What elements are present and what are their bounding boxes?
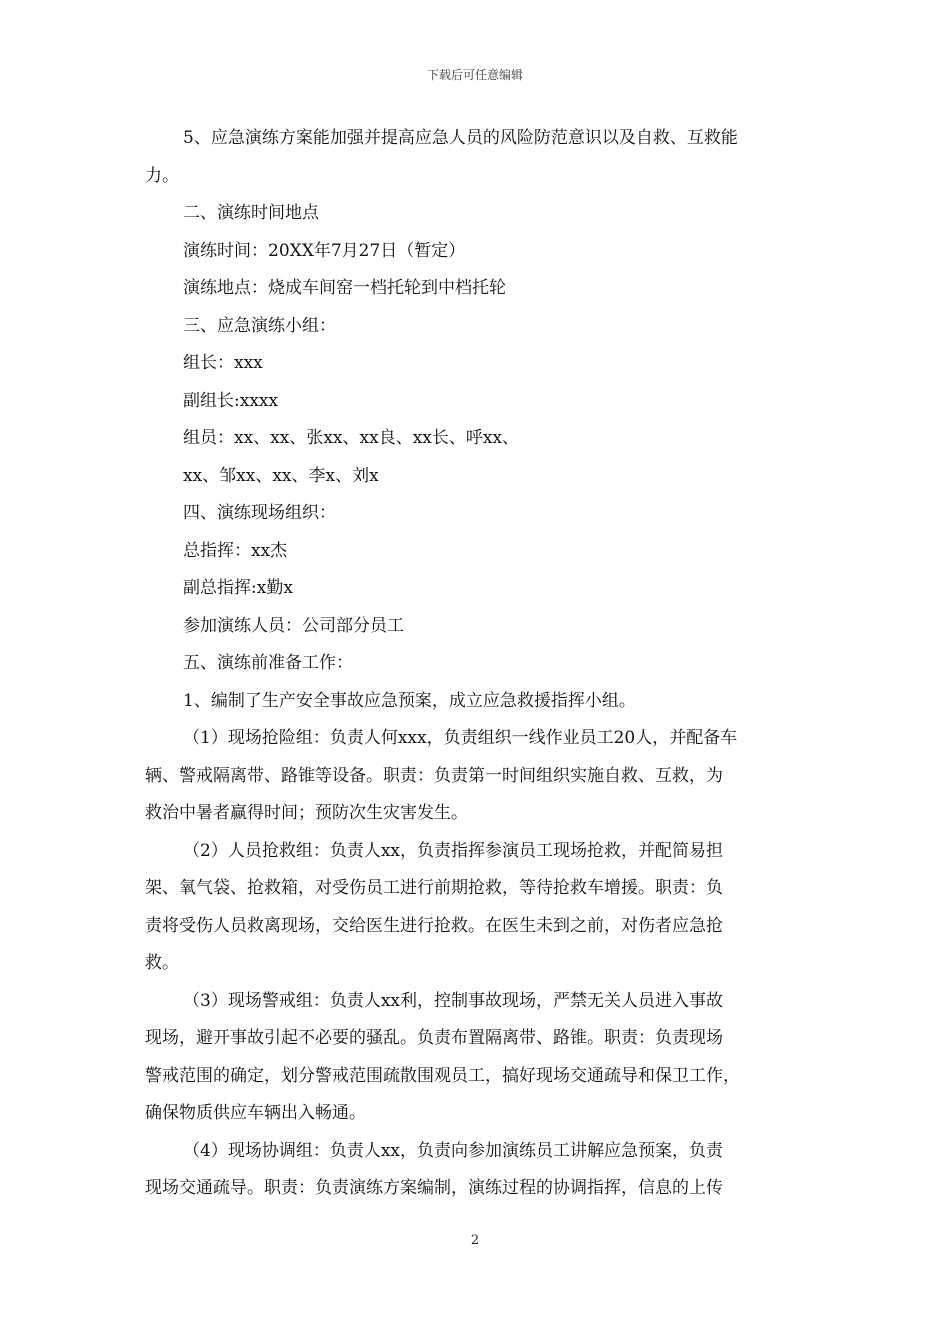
text-line: 现场交通疏导。职责：负责演练方案编制，演练过程的协调指挥，信息的上传 [145,1178,723,1198]
text-line: 二、演练时间地点 [183,203,319,223]
text-line: 救治中暑者赢得时间；预防次生灾害发生。 [145,803,468,823]
text-line: 五、演练前准备工作： [183,653,353,673]
text-line: 5、应急演练方案能加强并提高应急人员的风险防范意识以及自救、互救能 [183,128,738,148]
page-header: 下载后可任意编辑 [426,68,523,82]
text-line: 现场，避开事故引起不必要的骚乱。负责布置隔离带、路锥。职责：负责现场 [145,1028,723,1048]
text-line: （2）人员抢救组：负责人xx，负责指挥参演员工现场抢救，并配简易担 [183,840,723,861]
text-line: 组长：xxx [183,353,263,373]
text-line: 参加演练人员：公司部分员工 [183,615,404,636]
text-line: 副组长:xxxx [183,390,279,411]
text-line: （4）现场协调组：负责人xx，负责向参加演练员工讲解应急预案，负责 [183,1140,723,1161]
text-line: 警戒范围的确定，划分警戒范围疏散围观员工，搞好现场交通疏导和保卫工作， [145,1065,740,1086]
text-line: 责将受伤人员救离现场，交给医生进行抢救。在医生未到之前，对伤者应急抢 [145,915,723,936]
text-line: 确保物质供应车辆出入畅通。 [145,1103,366,1123]
text-line: 副总指挥:x勤x [183,578,293,598]
text-line: 总指挥：xx杰 [183,540,288,561]
text-line: 架、氧气袋、抢救箱，对受伤员工进行前期抢救，等待抢救车增援。职责：负 [145,878,723,898]
document-body [145,120,810,1208]
text-line: 演练地点：烧成车间窑一档托轮到中档托轮 [183,278,506,298]
text-line: xx、邹xx、xx、李x、刘x [183,465,379,486]
text-line: 1、编制了生产安全事故应急预案，成立应急救援指挥小组。 [183,690,636,711]
text-line: 力。 [145,165,179,186]
page-number: 2 [470,1233,480,1248]
text-line: （1）现场抢险组：负责人何xxx，负责组织一线作业员工20人，并配备车 [183,728,738,748]
text-line: 辆、警戒隔离带、路锥等设备。职责：负责第一时间组织实施自救、互救，为 [145,765,723,786]
text-line: 组员：xx、xx、张xx、xx良、xx长、呼xx、 [183,428,520,448]
text-line: （3）现场警戒组：负责人xx利，控制事故现场，严禁无关人员进入事故 [183,990,723,1011]
text-line: 救。 [145,953,179,973]
text-line: 三、应急演练小组： [183,315,336,336]
text-line: 演练时间：20XX年7月27日（暂定） [183,240,466,261]
text-line: 四、演练现场组织： [183,503,336,523]
